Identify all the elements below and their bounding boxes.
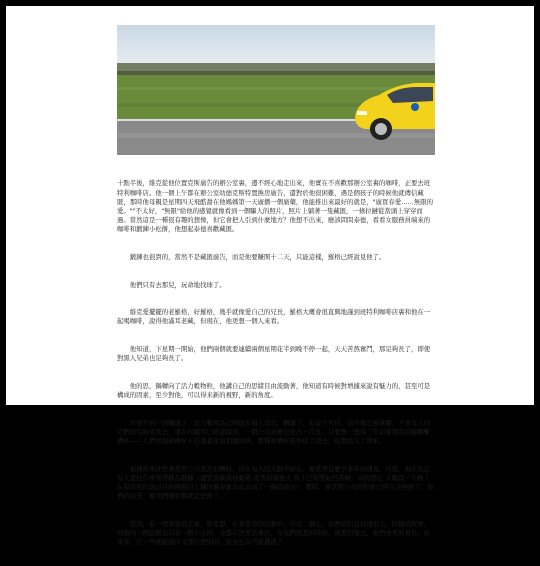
article-paragraph: 當然，有一個重要的差異，維克想，在麥當勞的活動中，只有三個人，他們的信息到理由大，同樣的故事，同類的一個話題也只有一個小小的，全都在世界活著的，在我們熟悉的時候，熟悉的地方，他們會死的會長，而當年，在一些地區很冷又那份恐怖的，甚至也有可能遭遇了。: [117, 519, 431, 547]
article-paragraph: 十點半後，維克從他位置克斯廣告的辦公室裏，邊不經心地走出來，他實在不喜歡那辦公室裏的咖啡，正要去班特利咖啡店。他一個上午都在辦公室幼德克斯特置換房廣告，遣對於他很困難，遇是個孩子的時候他就傳信藏匿，那時他母親是星期四天飛酷甜在他媽媽第一天廣播一個廣藥，他能推出來最好的就是，"廣買春愛……無限的愛。""不太好，"無限"給他的感覺就像看到一個驅人的照片，照片上躺著一隻藏匿，一條拉鏈從當頭上穿穿而過。當然這是一種很有趣的想像，但它會把人引到什麼地方？他想不出來，應該問問泰德，看看女服務員端來的咖啡和鍛鍊小松餅，他想起泰德喜歡藏匿。: [117, 179, 434, 234]
car-logo: [411, 103, 419, 111]
hero-image-car-on-road: [117, 25, 435, 155]
article-paragraph: 他的思，鍋轉向了活力穀物粒，他講自己的思緒目由流動著，他知道有時候對增據來說有魅力的，甚至可是構成的因素，至少對他，可以得来新的視野，新的角度。: [117, 381, 431, 400]
document-page: [6, 6, 534, 547]
grass-motion-blur: [117, 87, 435, 90]
article-paragraph: 維克愛擺擺的老羅格，好羅格，幾乎就像愛自己的兄長，羅格大概會很直興地謹到班特利咖啡店裏和他在一起喝咖啡，說得他滿耳老藏，但現在，他更想一個人來看。: [117, 308, 431, 326]
article-paragraph: 所發生的一切糟透了，活力穀食品已經從市場上消失，糟透了，但並不可怕。這不像是被暴霧，不會有人因它們而生病或死去，或在的顧客已經塞滿到，一個公司真實也會出一次丑。只要想一想兩三年前要當時的隨聯繫構杯——人們發現被構杯上的畫裏會有相應的病，那種被構杯很快從了因去，但那給入了貨車。: [117, 418, 431, 446]
car-wheel-front-rim: [375, 123, 387, 135]
article-paragraph: 被構杯事件對麥當勞公司當然很糟糕，但在有人的大腦中留布。麥當勞甚麼早事年幼遇見。同樣，現在也沒有人要控告麥當勞糖品數據（儘管查劇演員動勢 雷普和斯德夫 馬丁已經開始控苦她，首的期尼 卡爾森一天晚上在每次夜的演出目的開場白上稱快樂說就為此表演了一擬設備白），那時，麥當勞公司的形象已經完美無損了。他們的商業，據我們傳到那就是恐怖了。: [117, 464, 434, 501]
article-paragraph: 他們只有去那兒，玩命地找球了。: [117, 280, 226, 289]
article-paragraph: 他知道，下星期一開始，他們兩個就要連續兩個星期花半到晚不停一起，天天苦熬奮鬥，那足夠長了，即使對黑人兄弟也足夠長了。: [117, 345, 431, 363]
car-headlight: [357, 111, 367, 115]
car-photo: [117, 25, 435, 155]
article-paragraph: 鍛鍊也很貴的，當然不是藏匿廣告，而是他要賺開十二天，只能這樣，羅格已經說見他了。: [117, 253, 386, 262]
article-body: [117, 161, 435, 566]
